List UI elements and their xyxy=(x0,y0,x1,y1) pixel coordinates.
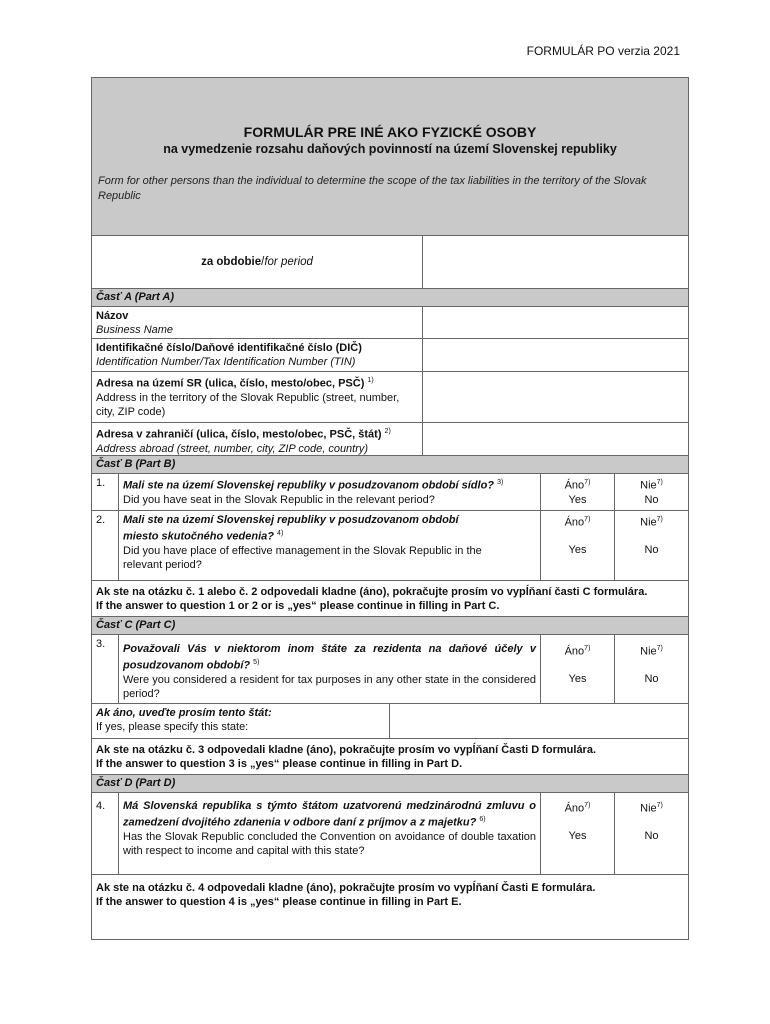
part-d-instruction xyxy=(92,874,688,939)
specify-state-row xyxy=(92,703,688,738)
tin-input[interactable] xyxy=(422,339,688,371)
question-1-row xyxy=(92,473,688,510)
part-d-instruction-text: Ak ste na otázku č. 4 odpovedali kladne (áno), pokračujte prosím vo vypĺňaní Časti E formulára. If the answer to question 4 is „yes“ please continue in filling in Part E. xyxy=(96,882,596,908)
part-b-instruction xyxy=(92,580,688,616)
business-name-row xyxy=(92,306,688,338)
part-a-heading: Časť A (Part A) xyxy=(92,288,688,306)
address-abroad-row xyxy=(92,422,688,455)
address-sk-label: Adresa na území SR (ulica, číslo, mesto/obec, PSČ) $^{1)}$ Address in the territory of the Slovak Republic (street, number, city, ZIP code) xyxy=(96,377,400,418)
specify-state-label: Ak áno, uveďte prosím tento štát: If yes, please specify this state: xyxy=(96,707,272,733)
question-1-number: 1. xyxy=(96,477,106,489)
question-4-row xyxy=(92,792,688,874)
question-3-text: Považovali Vás v niektorom inom štáte za rezidenta na daňové účely v posudzovanom období? $^{5)}$ Were you considered a resident for tax purposes in any other state in the considered period? xyxy=(118,635,540,703)
part-b-instruction-text: Ak ste na otázku č. 1 alebo č. 2 odpovedali kladne (áno), pokračujte prosím vo vypĺňaní časti C formulára. If the answer to question 1 or 2 or is „yes“ please continue in filling in Part C. xyxy=(96,586,648,612)
question-2-no[interactable]: Nie$^{7)}$ No xyxy=(614,511,688,580)
period-label: za obdobie / for period xyxy=(201,256,313,268)
part-b-heading: Časť B (Part B) xyxy=(92,455,688,473)
question-3-row xyxy=(92,634,688,703)
question-2-yes[interactable]: Áno$^{7)}$ Yes xyxy=(540,511,614,580)
specify-state-input[interactable] xyxy=(389,704,688,738)
question-3-number: 3. xyxy=(96,638,106,650)
address-sk-input[interactable] xyxy=(422,372,688,422)
period-row xyxy=(92,235,688,288)
form-title-english: Form for other persons than the individual to determine the scope of the tax liabilities in the territory of the Slovak Republic xyxy=(98,175,647,202)
question-4-number: 4. xyxy=(96,800,106,812)
part-d-heading: Časť D (Part D) xyxy=(92,774,688,792)
form-header xyxy=(92,78,688,235)
question-4-text: Má Slovenská republika s týmto štátom uzatvorenú medzinárodnú zmluvu o zamedzení dvojitého zdanenia v odbore daní z príjmov a z majetku? $^{6)}$ Has the Slovak Republic concluded the Convention on avoidance of double taxation with respect to income and capital with this state? xyxy=(118,793,540,874)
address-abroad-input[interactable] xyxy=(422,423,688,455)
question-2-text: Mali ste na území Slovenskej republiky v posudzovanom období miesto skutočného vedenia? $^{4)}$ Did you have place of effective management in the Slovak Republic in the relevant period? xyxy=(118,511,540,580)
address-abroad-label: Adresa v zahraničí (ulica, číslo, mesto/obec, PSČ, štát) $^{2)}$ Address abroad (street, number, city, ZIP code, country) xyxy=(96,428,391,455)
question-2-number: 2. xyxy=(96,514,106,526)
business-name-input[interactable] xyxy=(422,307,688,338)
question-1-text: Mali ste na území Slovenskej republiky v posudzovanom období sídlo? $^{3)}$ Did you have seat in the Slovak Republic in the relevant period? xyxy=(118,474,540,510)
tin-row xyxy=(92,338,688,371)
tin-label: Identifikačné číslo/Daňové identifikačné číslo (DIČ) Identification Number/Tax Identification Number (TIN) xyxy=(96,342,362,368)
part-c-instruction xyxy=(92,738,688,774)
part-c-instruction-text: Ak ste na otázku č. 3 odpovedali kladne (áno), pokračujte prosím vo vypĺňaní Časti D formulára. If the answer to question 3 is „yes“ please continue in filling in Part D. xyxy=(96,744,597,770)
form-version: FORMULÁR PO verzia 2021 xyxy=(526,44,680,58)
address-sk-row xyxy=(92,371,688,422)
form-title: FORMULÁR PRE INÉ AKO FYZICKÉ OSOBY xyxy=(243,124,537,140)
period-input[interactable] xyxy=(422,236,688,288)
part-c-heading: Časť C (Part C) xyxy=(92,616,688,634)
question-2-row xyxy=(92,510,688,580)
question-1-no[interactable]: Nie$^{7)}$ No xyxy=(614,474,688,510)
question-3-yes[interactable]: Áno$^{7)}$ Yes xyxy=(540,635,614,703)
form-subtitle: na vymedzenie rozsahu daňových povinností na území Slovenskej republiky xyxy=(163,142,617,156)
question-4-no[interactable]: Nie$^{7)}$ No xyxy=(614,793,688,874)
question-1-yes[interactable]: Áno$^{7)}$ Yes xyxy=(540,474,614,510)
question-4-yes[interactable]: Áno$^{7)}$ Yes xyxy=(540,793,614,874)
business-name-label: Názov Business Name xyxy=(96,310,174,336)
question-3-no[interactable]: Nie$^{7)}$ No xyxy=(614,635,688,703)
tax-form xyxy=(91,77,689,940)
